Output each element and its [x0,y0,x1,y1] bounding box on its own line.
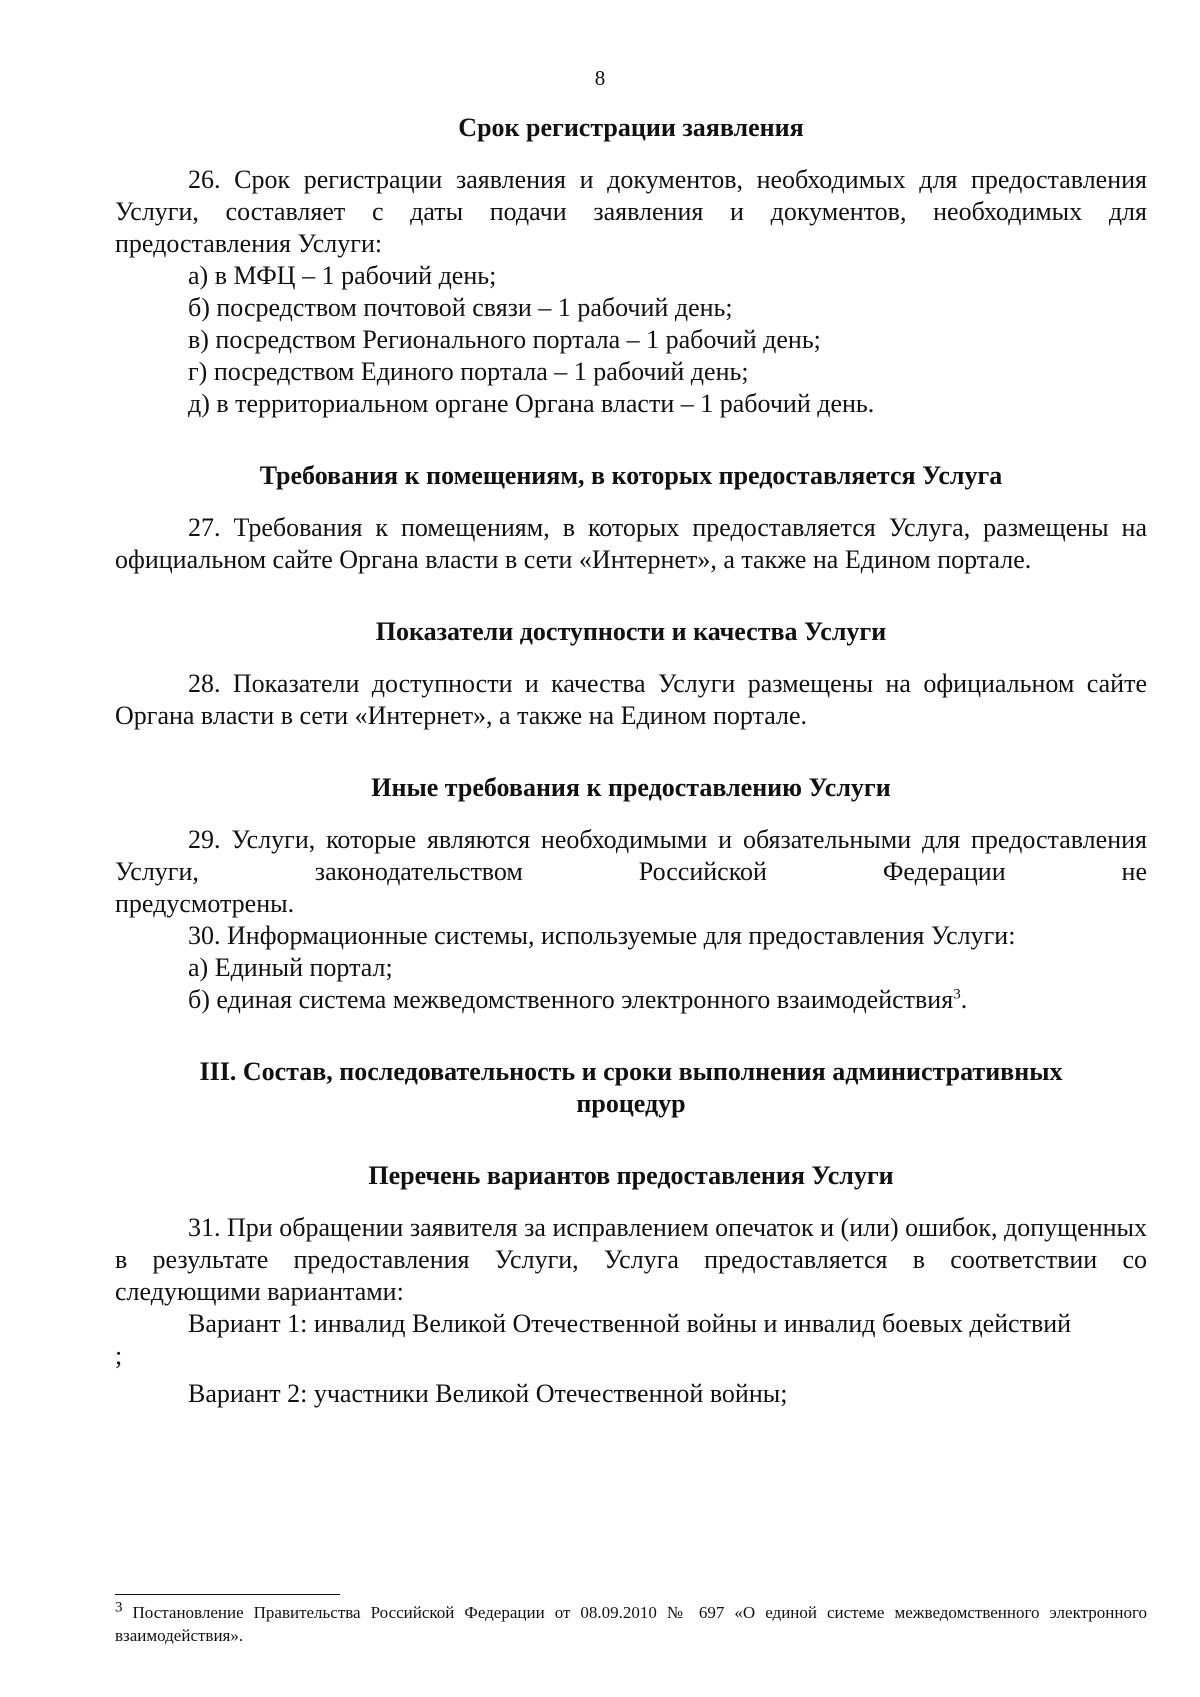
page-number: 8 [594,66,606,90]
variant-2: Вариант 2: участники Великой Отечественной войны; [188,1379,788,1408]
list-item: а) в МФЦ – 1 рабочий день; [188,261,497,290]
footnote-reference: 3 [953,986,961,1003]
list-item: а) Единый портал; [188,953,393,982]
paragraph-26: 26. Срок регистрации заявления и документов, необходимых для предоставления Услуги, составляет с даты подачи заявления и документов, необходимых для предоставления Услуги: [115,165,1147,258]
list-item-text: б) единая система межведомственного электронного взаимодействия [188,985,954,1014]
footnote-text: Постановление Правительства Российской Федерации от 08.09.2010 № 697 «О единой системе межведомственного электронного взаимодействия». [115,1603,1147,1645]
list-item: г) посредством Единого портала – 1 рабочий день; [188,357,749,386]
variant-1: Вариант 1: инвалид Великой Отечественной войны и инвалид боевых действий [188,1309,1072,1338]
footnote [115,1601,1147,1647]
paragraph-29-end: предусмотрены. [115,889,295,918]
footnote-separator [115,1594,340,1595]
paragraph-27: 27. Требования к помещениям, в которых предоставляется Услуга, размещены на официальном сайте Органа власти в сети «Интернет», а также на Едином портале. [115,513,1147,574]
chapter-heading-line-2: процедур [576,1089,686,1118]
list-item [115,984,1147,1016]
list-item: б) посредством почтовой связи – 1 рабочий день; [188,293,733,322]
paragraph-30: 30. Информационные системы, используемые для предоставления Услуги: [188,921,1016,950]
heading-registration-term: Срок регистрации заявления [458,113,804,142]
heading-accessibility-indicators: Показатели доступности и качества Услуги [375,617,887,646]
footnote-mark: 3 [115,1599,123,1616]
heading-service-variants: Перечень вариантов предоставления Услуги [368,1161,894,1190]
list-item: в) посредством Регионального портала – 1 рабочий день; [188,325,821,354]
page-content [115,112,1147,1410]
list-item-end: . [960,985,968,1014]
paragraph-31: 31. При обращении заявителя за исправлением опечаток и (или) ошибок, допущенных в результате предоставления Услуги, Услуга предоставляется в соответствии со следующими вариантами: [115,1213,1147,1306]
heading-premises-requirements: Требования к помещениям, в которых предоставляется Услуга [259,461,1003,490]
paragraph-28: 28. Показатели доступности и качества Услуги размещены на официальном сайте Органа власти в сети «Интернет», а также на Едином портале. [115,669,1147,730]
chapter-heading-line-1: III. Состав, последовательность и сроки выполнения административных [199,1057,1063,1086]
list-item: д) в территориальном органе Органа власти – 1 рабочий день. [188,389,875,418]
heading-other-requirements: Иные требования к предоставлению Услуги [371,773,891,802]
variant-1-end: ; [115,1341,123,1370]
paragraph-29: 29. Услуги, которые являются необходимыми и обязательными для предоставления Услуги, законодательством Российской Федерации не [115,825,1147,886]
